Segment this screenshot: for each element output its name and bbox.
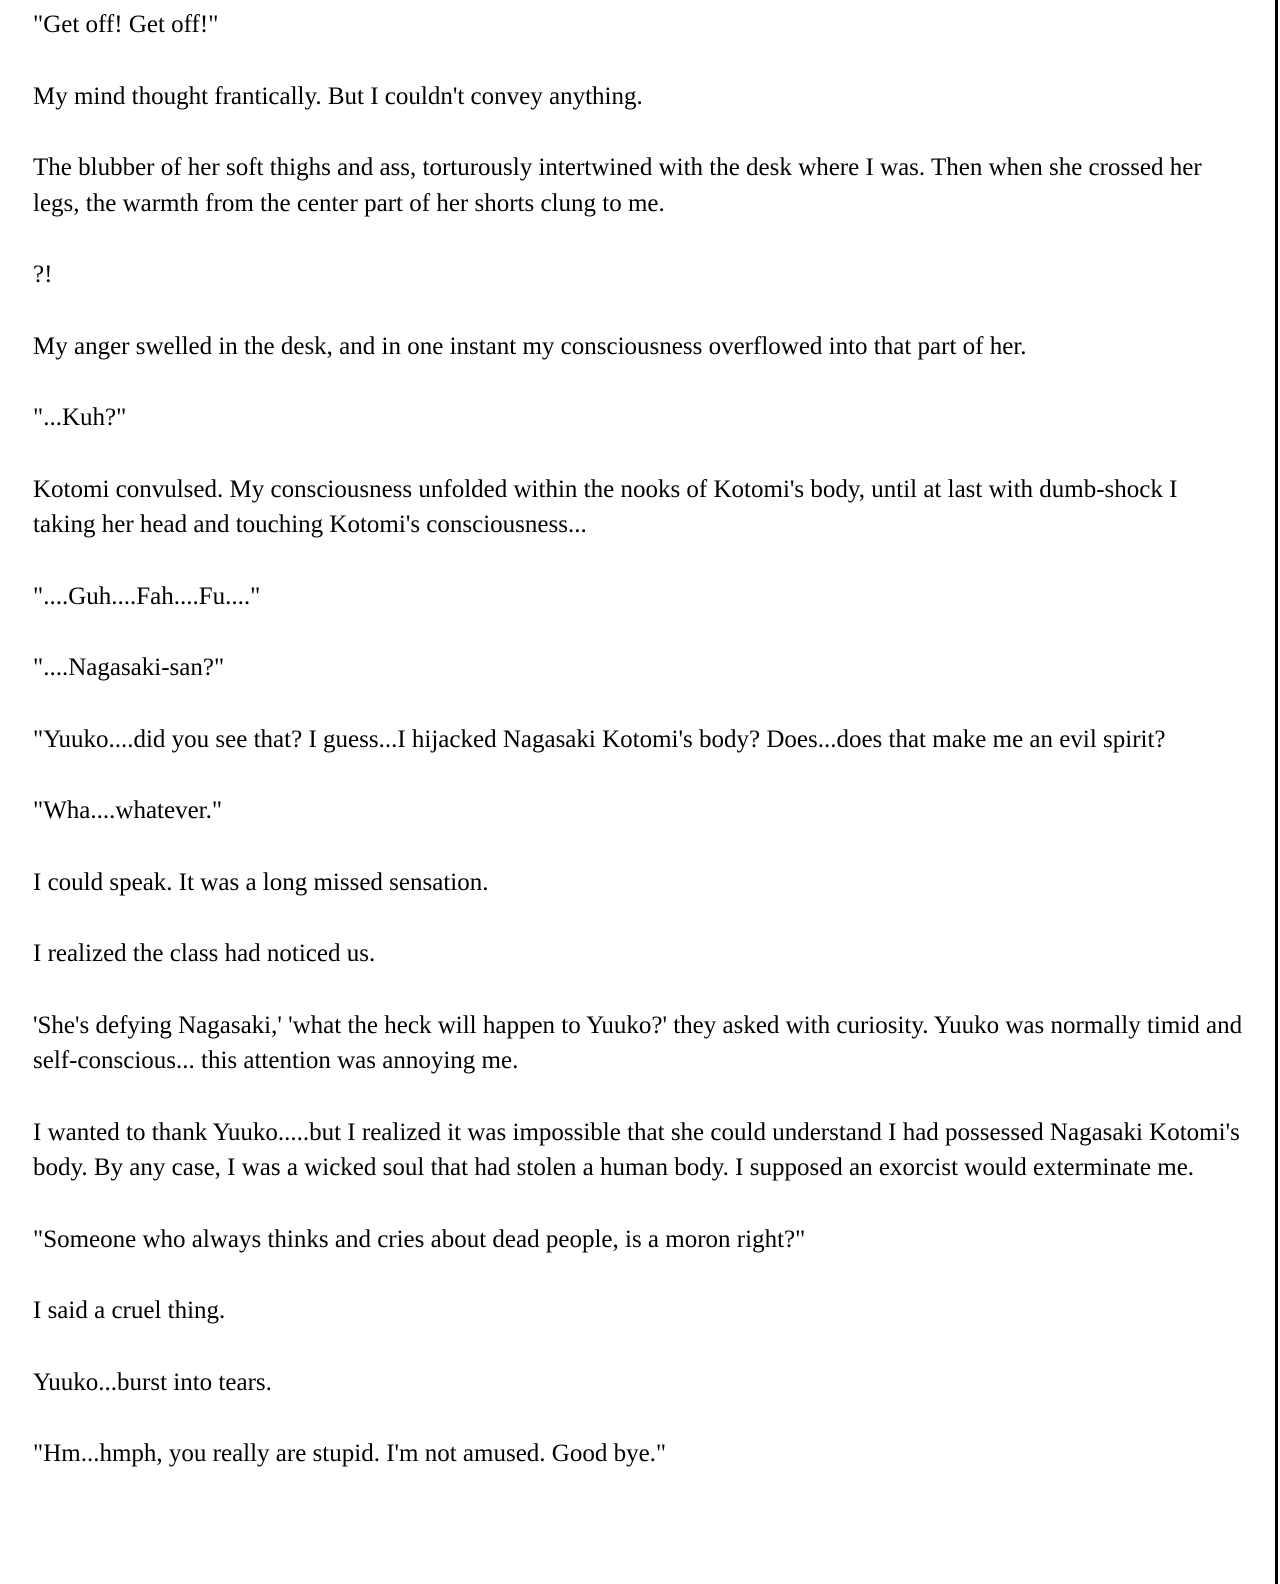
paragraph: I realized the class had noticed us. <box>33 940 376 967</box>
paragraph: 'She's defying Nagasaki,' 'what the heck will happen to Yuuko?' they asked with curiosity. Yuuko was normally timid and self-conscious... this attention was annoying me. <box>33 1011 1243 1074</box>
paragraph: Yuuko...burst into tears. <box>33 1368 272 1396</box>
paragraph: "Wha....whatever." <box>33 797 223 824</box>
paragraph: ?! <box>33 261 53 288</box>
paragraph: Kotomi convulsed. My consciousness unfolded within the nooks of Kotomi's body, until at last with dumb-shock I taking her head and touching Kotomi's consciousness... <box>33 475 1178 538</box>
paragraph: I wanted to thank Yuuko.....but I realized it was impossible that she could understand I had possessed Nagasaki Kotomi's body. By any case, I was a wicked soul that had stolen a human body. I supposed an exorcist would exterminate me. <box>33 1118 1240 1181</box>
paragraph: "Get off! Get off!" <box>33 11 219 38</box>
page-right-edge-line <box>1275 0 1278 1584</box>
paragraph: My mind thought frantically. But I couldn't convey anything. <box>33 82 643 110</box>
paragraph: I could speak. It was a long missed sensation. <box>33 868 489 896</box>
paragraph: The blubber of her soft thighs and ass, torturously intertwined with the desk where I was. Then when she crossed her legs, the warmth from the center part of her shorts clung to me. <box>33 154 1202 217</box>
paragraph: "...Kuh?" <box>33 404 127 431</box>
paragraph: "....Guh....Fah....Fu...." <box>33 582 261 610</box>
paragraph: My anger swelled in the desk, and in one instant my consciousness overflowed into that part of her. <box>33 332 1027 360</box>
paragraph: "Someone who always thinks and cries about dead people, is a moron right?" <box>33 1225 806 1253</box>
paragraph: "Yuuko....did you see that? I guess...I hijacked Nagasaki Kotomi's body? Does...does that make me an evil spirit? <box>33 725 1166 753</box>
paragraph: "Hm...hmph, you really are stupid. I'm not amused. Good bye." <box>33 1440 667 1467</box>
paragraph: I said a cruel thing. <box>33 1297 226 1324</box>
paragraph: "....Nagasaki-san?" <box>33 654 225 681</box>
